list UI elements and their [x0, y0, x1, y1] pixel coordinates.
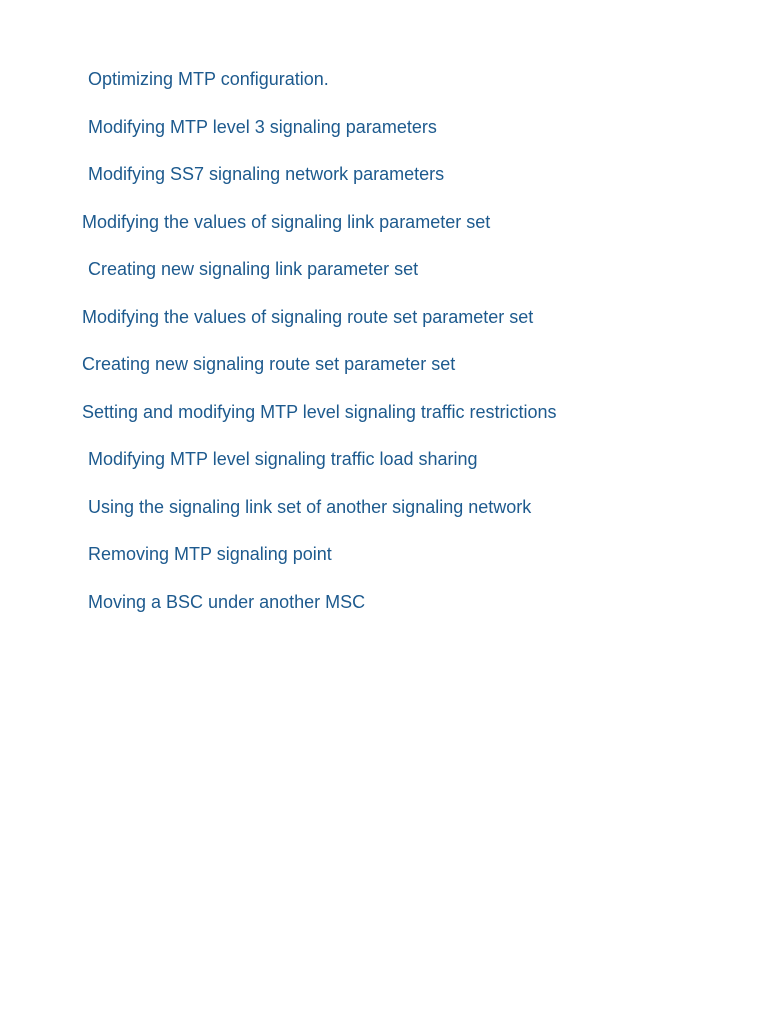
toc-item-optimizing-mtp-configuration[interactable]: Optimizing MTP configuration. — [88, 69, 329, 89]
toc-item-using-link-set-another-network[interactable]: Using the signaling link set of another signaling network — [88, 496, 532, 517]
toc-list — [82, 66, 768, 616]
toc-item-modifying-ss7-network-parameters[interactable]: Modifying SS7 signaling network parameters — [88, 164, 445, 184]
toc-item-moving-bsc-under-another-msc[interactable]: Moving a BSC under another MSC — [88, 591, 366, 612]
toc-item-traffic-restrictions[interactable]: Setting and modifying MTP level signaling traffic restrictions — [82, 401, 557, 422]
toc-item-modifying-link-parameter-set[interactable]: Modifying the values of signaling link parameter set — [82, 211, 491, 232]
toc-item-creating-route-set-parameter-set[interactable]: Creating new signaling route set parameter set — [82, 354, 456, 374]
toc-item-modifying-route-set-parameter-set[interactable]: Modifying the values of signaling route set parameter set — [82, 306, 534, 327]
toc-item-creating-link-parameter-set[interactable]: Creating new signaling link parameter set — [88, 259, 419, 279]
toc-item-modifying-mtp-level-3-parameters[interactable]: Modifying MTP level 3 signaling parameters — [88, 116, 437, 137]
toc-item-removing-mtp-signaling-point[interactable]: Removing MTP signaling point — [88, 544, 332, 564]
toc-item-traffic-load-sharing[interactable]: Modifying MTP level signaling traffic load sharing — [88, 449, 478, 469]
